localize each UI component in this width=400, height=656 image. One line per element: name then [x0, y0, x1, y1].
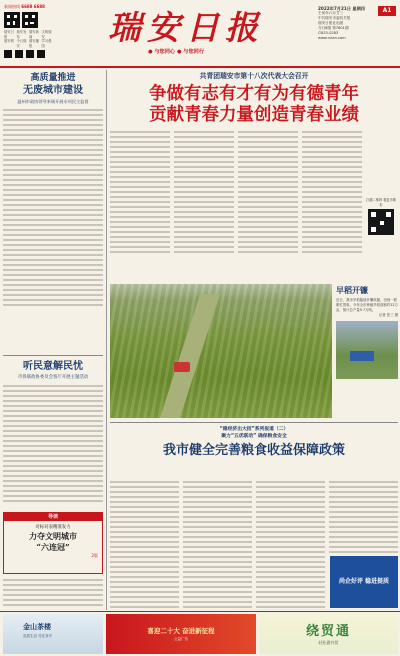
- masthead-qr-code-2: [22, 12, 38, 28]
- guide-box[interactable]: [3, 512, 103, 574]
- grain-headline: 我市健全完善粮食收益保障政策: [162, 443, 345, 458]
- guide-headline-1: 力夺文明城市: [29, 531, 77, 541]
- divider: [3, 355, 103, 356]
- grain-kicker-2: 聚力“五优联动” 确保粮食安全: [221, 434, 287, 439]
- rice-harvest-photo: [110, 284, 332, 418]
- guide-headline-2: “六连冠”: [36, 542, 70, 552]
- ad-right-text: 尚企好评 稳进提质: [338, 578, 390, 585]
- guide-page: 2版: [91, 553, 98, 558]
- lead-headline-1: 争做有志有才有为有德青年: [149, 84, 359, 104]
- ad-1-note: 品质生活 尽在其中: [23, 634, 53, 638]
- ad-2-note: 公益广告: [174, 637, 188, 641]
- photo-title: 早稻开镰: [336, 285, 368, 295]
- issue-info: 2022年7月21日 星期四 壬寅年六月廿三 中共瑞安市委机关报 瑞安日报社出版 今日8版 第7601期 CN33-0283 www.ruian.com: [318, 6, 398, 41]
- masthead-rule: [0, 66, 400, 68]
- harvester-icon: [174, 362, 190, 372]
- article-column: [110, 130, 170, 255]
- ad-banner-3[interactable]: [259, 614, 398, 654]
- lead-article-body: [110, 130, 362, 255]
- mini-qr-icon: [37, 50, 45, 58]
- photo-caption-box: [336, 284, 398, 418]
- article-column: [329, 480, 398, 554]
- grain-kicker-1: “稳经济出大招”系列报道（二）: [219, 427, 289, 432]
- photo-credit: 记者 张三 摄: [378, 313, 398, 317]
- lead-story: [110, 72, 398, 126]
- mini-qr-icon: [26, 50, 34, 58]
- website-link[interactable]: www.ruian.com: [318, 36, 346, 40]
- left-story-2: [3, 360, 103, 502]
- grain-story: [110, 426, 398, 459]
- slogan: ● 与您同心 ● 与您同行: [148, 49, 205, 55]
- article-column: [238, 130, 298, 255]
- guide-kicker: 对标对表精准发力: [35, 525, 71, 530]
- story-subhead: 温州市政协领导来瑞开展专项民主监督: [17, 99, 89, 104]
- photo-caption: 近日，我市早稻陆续开镰收割，田间一派繁忙景象。今年全市种植早稻面积约12万亩，预计总产量5.7万吨。: [336, 298, 398, 312]
- story-kicker: 高质量推进: [30, 73, 76, 83]
- guide-footnote: [3, 578, 103, 608]
- guide-label: 导读: [4, 513, 102, 521]
- story-kicker: 听民意解民忧: [23, 361, 83, 372]
- footer-rule: [0, 611, 400, 612]
- truck-icon: [350, 351, 374, 361]
- ad-3-text: 绕贸通: [305, 624, 351, 639]
- mini-qr-icon: [4, 50, 12, 58]
- secondary-photo: [336, 321, 398, 379]
- lead-kicker: 共青团瑞安市第十八次代表大会召开: [199, 72, 309, 80]
- ad-box-right[interactable]: [330, 556, 398, 608]
- masthead: [0, 0, 400, 66]
- qr-small-row: [4, 50, 45, 58]
- slogan-icon: ●: [176, 49, 182, 55]
- field-rows: [110, 284, 332, 418]
- qr-labels: 瑞安日报 瑞安发布 瑞安新闻 文明瑞安 瑞安网 今日瑞安 瑞安播报 学习强国: [4, 30, 52, 48]
- ad-banner-2[interactable]: [106, 614, 256, 654]
- article-column: [302, 130, 362, 255]
- article-body: [3, 108, 103, 306]
- divider: [110, 422, 398, 423]
- edition-badge: A1: [378, 6, 396, 16]
- ad-1-text: 金山茶楼: [23, 622, 51, 631]
- lead-headline-2: 贡献青春力量创造青春业绩: [149, 105, 359, 125]
- newspaper-title: 瑞安日报: [108, 8, 264, 47]
- side-qr-block[interactable]: [366, 198, 396, 254]
- article-column: [110, 480, 179, 608]
- ad-banner-1[interactable]: [3, 614, 103, 654]
- slogan-icon: ●: [148, 49, 153, 55]
- masthead-qr-code-1: [4, 12, 20, 28]
- article-column: [174, 130, 234, 255]
- article-column: [256, 480, 325, 608]
- issue-date: 2022年7月21日 星期四: [318, 6, 365, 11]
- article-column: [183, 480, 252, 608]
- ad-3-note: 轻松做外贸: [318, 640, 339, 645]
- mini-qr-icon: [15, 50, 23, 58]
- column-divider: [106, 70, 107, 610]
- story-headline: 无废城市建设: [23, 85, 83, 96]
- side-qr-code: [368, 209, 394, 235]
- story-subhead: 市侨联政协委员会客厅开展主题活动: [17, 375, 89, 380]
- article-body: [3, 384, 103, 502]
- left-story-1: [3, 72, 103, 306]
- hotline-number: 6688 6688: [21, 4, 45, 9]
- hotline: 新闻热线 6688 6688: [4, 4, 45, 9]
- ad-2-text: 喜迎二十大 奋进新征程: [147, 627, 215, 635]
- side-qr-caption: 扫描二维码 看更多精彩: [366, 198, 396, 207]
